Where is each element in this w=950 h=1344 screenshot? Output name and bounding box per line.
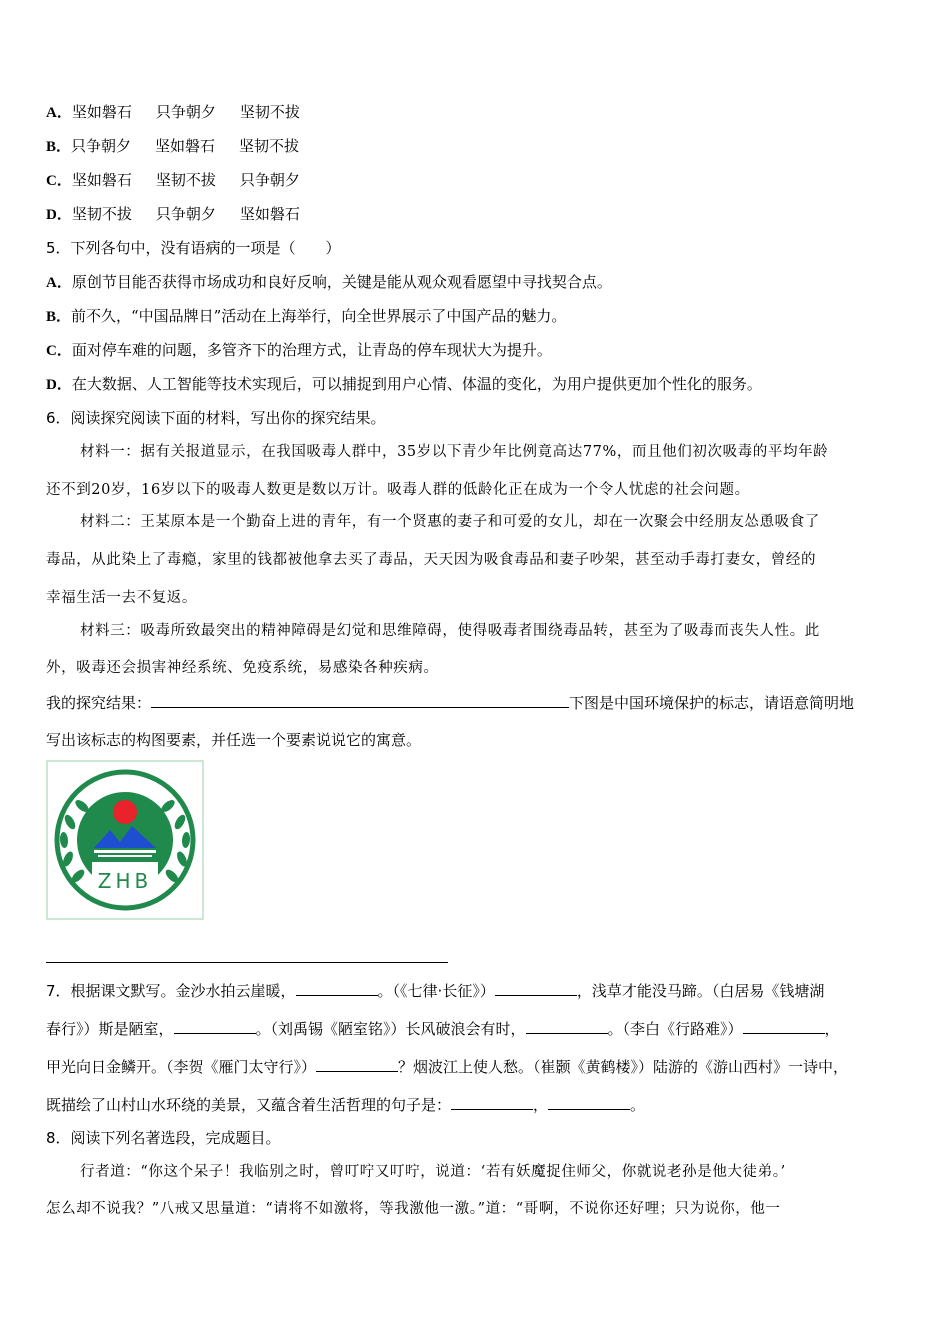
blank-1[interactable] [296,979,378,996]
environmental-protection-logo [46,760,204,920]
blank-2[interactable] [495,979,577,996]
q5-option-d: D．在大数据、人工智能等技术实现后，可以捕捉到用户心情、体温的变化，为用户提供更加个性化的服务。 [46,375,762,393]
question-7-line-4: 既描绘了山村山水环绕的美景，又蕴含着生活哲理的句子是： ， 。 [46,1093,906,1116]
option-c: C．坚如磐石 坚韧不拔 只争朝夕 [46,171,300,189]
blank-7[interactable] [451,1093,533,1110]
excerpt-line-1: 行者道：“你这个呆子！我临别之时，曾叮咛又叮咛，说道：‘若有妖魔捉住师父，你就说老孙是他大徒弟。’ [80,1164,786,1180]
material-2-line-3: 幸福生活一去不复返。 [46,590,197,606]
material-3-line-2: 外，吸毒还会损害神经系统、免疫系统，易感染各种疾病。 [46,660,439,676]
blank-8[interactable] [548,1093,630,1110]
material-3-line-1: 材料三：吸毒所致最突出的精神障碍是幻觉和思维障碍，使得吸毒者围绕毒品转，甚至为了吸毒而丧失人性。此 [80,623,820,639]
question-7-line-1: 7．根据课文默写。金沙水拍云崖暖， 。（《七律·长征》） ，浅草才能没马蹄。（白居易《钱塘湖 [46,979,906,1002]
logo-text: ZHB [97,869,153,893]
question-5-stem: 5．下列各句中，没有语病的一项是（ ） [46,239,341,257]
question-7-line-2: 春行》）斯是陋室， 。（刘禹锡《陋室铭》）长风破浪会有时， 。（李白《行路难》） ， [46,1017,906,1040]
option-a: A．坚如磐石 只争朝夕 坚韧不拔 [46,103,300,121]
zhb-emblem-icon [48,762,202,918]
blank-6[interactable] [316,1055,398,1072]
option-d: D．坚韧不拔 只争朝夕 坚如磐石 [46,205,300,223]
blank-5[interactable] [743,1017,825,1034]
q5-option-b: B．前不久，“中国品牌日”活动在上海举行，向全世界展示了中国产品的魅力。 [46,307,567,325]
result-line: 我的探究结果： 下图是中国环境保护的标志，请语意简明地 [46,691,906,714]
question-7-line-3: 甲光向日金鳞开。（李贺《雁门太守行》） ？烟波江上使人愁。（崔颢《黄鹤楼》）陆游的《游山西村》一诗中， [46,1055,906,1078]
material-1-line-1: 材料一：据有关报道显示，在我国吸毒人群中，35岁以下青少年比例竟高达77%，而且他们初次吸毒的平均年龄 [80,444,829,460]
q5-option-a: A．原创节目能否获得市场成功和良好反响，关键是能从观众观看愿望中寻找契合点。 [46,273,612,291]
material-2-line-2: 毒品，从此染上了毒瘾，家里的钱都被他拿去买了毒品，天天因为吸食毒品和妻子吵架，甚至动手毒打妻女，曾经的 [46,552,817,568]
option-b: B．只争朝夕 坚如磐石 坚韧不拔 [46,137,300,155]
q5-option-c: C．面对停车难的问题，多管齐下的治理方式，让青岛的停车现状大为提升。 [46,341,552,359]
question-8-stem: 8．阅读下列名著选段，完成题目。 [46,1129,281,1147]
answer-blank[interactable] [151,691,569,708]
material-2-line-1: 材料二：王某原本是一个勤奋上进的青年，有一个贤惠的妻子和可爱的女儿，却在一次聚会中经朋友怂恿吸食了 [80,514,820,530]
blank-4[interactable] [526,1017,608,1034]
material-1-line-2: 还不到20岁，16岁以下的吸毒人数更是数以万计。吸毒人群的低龄化正在成为一个令人忧虑的社会问题。 [46,482,750,498]
answer-line[interactable] [46,962,448,963]
logo-question-line: 写出该标志的构图要素，并任选一个要素说说它的寓意。 [46,731,422,749]
blank-3[interactable] [174,1017,256,1034]
question-6-stem: 6．阅读探究阅读下面的材料，写出你的探究结果。 [46,409,386,427]
excerpt-line-2: 怎么却不说我？”八戒又思量道：“请将不如激将，等我激他一激。”道：“哥啊，不说你还好哩；只为说你，他一 [46,1201,781,1217]
